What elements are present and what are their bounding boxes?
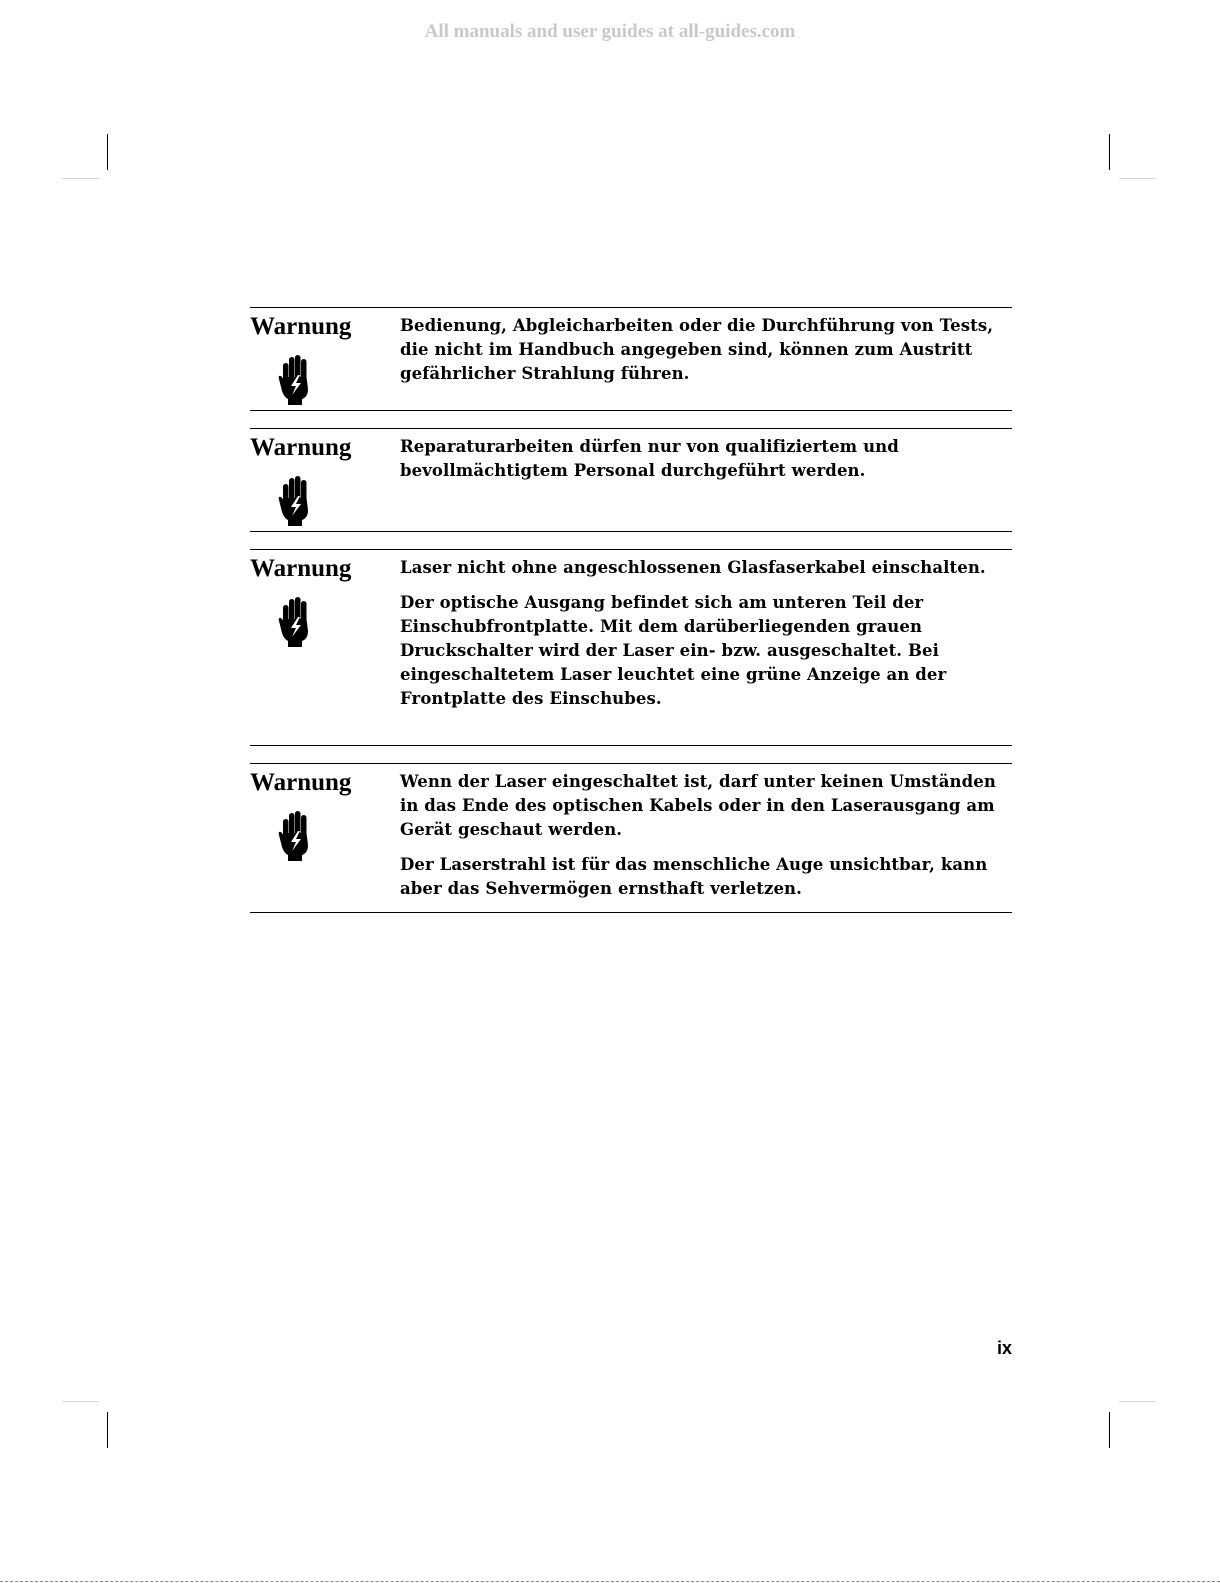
warning-title: Warnung	[250, 434, 352, 461]
warning-hand-icon	[278, 476, 312, 526]
warning-block	[250, 307, 1012, 411]
page-number: ix	[996, 1338, 1012, 1358]
crop-mark	[107, 1412, 108, 1448]
warning-text	[400, 314, 1008, 386]
crop-mark	[1119, 178, 1156, 179]
warning-title: Warnung	[250, 769, 352, 796]
crop-mark	[62, 1401, 99, 1402]
warning-block	[250, 428, 1012, 532]
warning-text	[400, 770, 1008, 901]
warning-paragraph: Bedienung, Abgleicharbeiten oder die Durchführung von Tests, die nicht im Handbuch angegeben sind, können zum Austritt gefährlicher Strahlung führen.	[400, 316, 994, 383]
warning-title: Warnung	[250, 313, 352, 340]
crop-mark	[1109, 1412, 1110, 1448]
crop-mark	[1119, 1401, 1156, 1402]
warning-text	[400, 435, 1008, 483]
crop-mark	[1109, 134, 1110, 170]
warning-paragraph: Reparaturarbeiten dürfen nur von qualifiziertem und bevollmächtigtem Personal durchgeführt werden.	[400, 437, 899, 480]
crop-mark	[107, 134, 108, 170]
warning-block	[250, 763, 1012, 913]
warning-paragraph: Wenn der Laser eingeschaltet ist, darf unter keinen Umständen in das Ende des optischen Kabels oder in den Laserausgang am Gerät geschaut werden.	[400, 772, 996, 839]
warning-hand-icon	[278, 355, 312, 405]
warning-title: Warnung	[250, 555, 352, 582]
bottom-border	[0, 1581, 1220, 1582]
warning-paragraph: Der Laserstrahl ist für das menschliche Auge unsichtbar, kann aber das Sehvermögen ernsthaft verletzen.	[400, 855, 988, 898]
warning-text	[400, 556, 1008, 711]
warning-hand-icon	[278, 597, 312, 647]
watermark: All manuals and user guides at all-guides.com	[424, 21, 796, 42]
warning-paragraph: Laser nicht ohne angeschlossenen Glasfaserkabel einschalten.	[400, 558, 986, 577]
warning-hand-icon	[278, 811, 312, 861]
crop-mark	[62, 178, 99, 179]
warning-block	[250, 549, 1012, 746]
warning-paragraph: Der optische Ausgang befindet sich am unteren Teil der Einschubfrontplatte. Mit dem darüberliegenden grauen Druckschalter wird der Laser ein- bzw. ausgeschaltet. Bei eingeschaltetem Laser leuchtet eine grüne Anzeige an der Frontplatte des Einschubes.	[400, 593, 947, 708]
